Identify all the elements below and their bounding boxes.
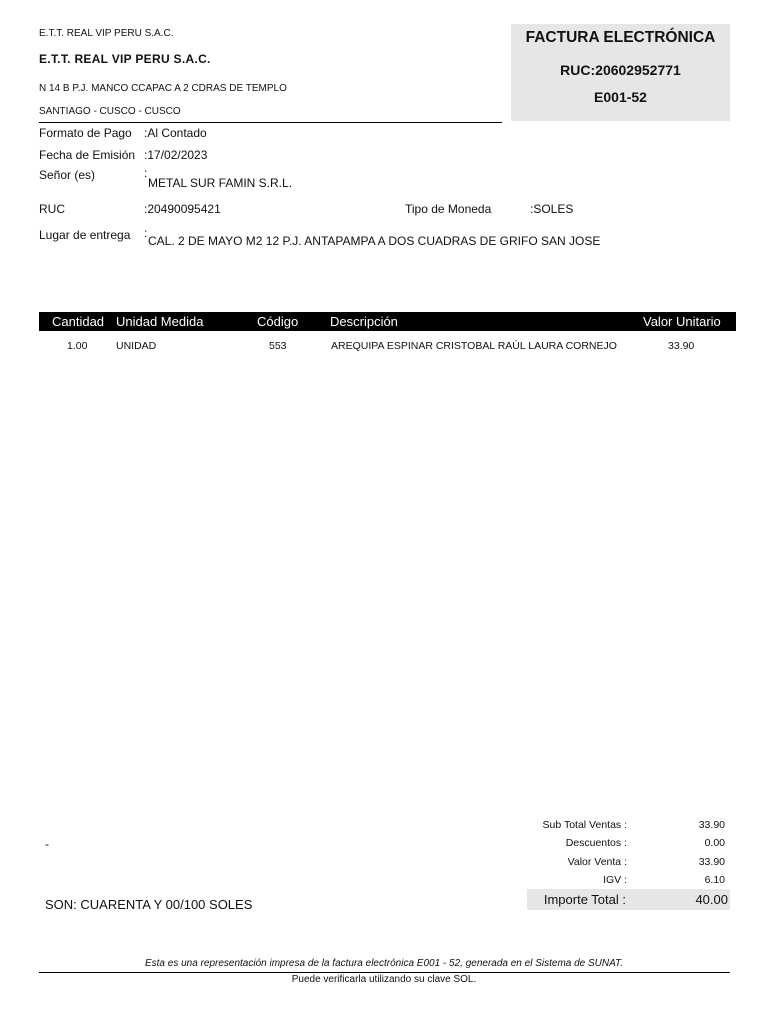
document-ruc: RUC:20602952771: [560, 62, 681, 78]
client-colon: :: [144, 166, 148, 180]
date-label: Fecha de Emisión: [39, 148, 136, 162]
footer-divider: [39, 972, 730, 973]
discount-value: 0.00: [704, 837, 725, 849]
date-value: :17/02/2023: [144, 148, 208, 162]
issuer-name: E.T.T. REAL VIP PERU S.A.C.: [39, 52, 211, 66]
header-divider: [39, 122, 502, 123]
discount-label: Descuentos :: [565, 837, 627, 849]
document-title: FACTURA ELECTRÓNICA: [525, 29, 716, 46]
delivery-colon: :: [144, 226, 148, 240]
payment-label: Formato de Pago: [39, 126, 132, 140]
sale-value: 33.90: [698, 856, 725, 868]
sale-value-label: Valor Venta :: [567, 856, 627, 868]
issuer-location: SANTIAGO - CUSCO - CUSCO: [39, 106, 181, 117]
row-desc: AREQUIPA ESPINAR CRISTOBAL RAÚL LAURA CORNEJO: [331, 340, 617, 352]
igv-value: 6.10: [704, 874, 725, 886]
total-label: Importe Total :: [543, 892, 626, 907]
client-label: Señor (es): [39, 168, 96, 182]
col-header-qty: Cantidad: [52, 314, 105, 329]
left-dash: -: [45, 837, 49, 851]
col-header-unit: Unidad Medida: [116, 314, 204, 329]
col-header-code: Código: [257, 314, 299, 329]
col-header-price: Valor Unitario: [643, 314, 721, 329]
col-header-desc: Descripción: [330, 314, 398, 329]
items-table-header: [39, 312, 736, 331]
issuer-address: N 14 B P.J. MANCO CCAPAC A 2 CDRAS DE TEMPLO: [39, 83, 287, 94]
client-value: METAL SUR FAMIN S.R.L.: [148, 176, 293, 190]
amount-in-words: SON: CUARENTA Y 00/100 SOLES: [45, 897, 253, 912]
row-price: 33.90: [668, 340, 695, 352]
footer-verify-note: Puede verificarla utilizando su clave SOL.: [291, 974, 477, 985]
total-value: 40.00: [695, 892, 728, 907]
client-ruc-value: :20490095421: [144, 202, 221, 216]
igv-label: IGV :: [603, 874, 627, 886]
currency-label: Tipo de Moneda: [405, 202, 492, 216]
row-unit: UNIDAD: [116, 340, 157, 352]
document-number: E001-52: [594, 89, 647, 105]
currency-value: :SOLES: [530, 202, 574, 216]
delivery-value: CAL. 2 DE MAYO M2 12 P.J. ANTAPAMPA A DOS CUADRAS DE GRIFO SAN JOSE: [148, 234, 601, 248]
subtotal-value: 33.90: [698, 819, 725, 831]
subtotal-label: Sub Total Ventas :: [542, 819, 627, 831]
row-code: 553: [269, 340, 287, 352]
delivery-label: Lugar de entrega: [39, 228, 131, 242]
footer-note: Esta es una representación impresa de la factura electrónica E001 - 52, generada en el Sistema de SUNAT.: [144, 958, 624, 969]
issuer-name-small: E.T.T. REAL VIP PERU S.A.C.: [39, 28, 174, 39]
payment-value: :Al Contado: [144, 126, 207, 140]
total-box: [527, 889, 730, 910]
row-qty: 1.00: [67, 340, 88, 352]
document-title-box: [511, 24, 730, 121]
client-ruc-label: RUC: [39, 202, 65, 216]
